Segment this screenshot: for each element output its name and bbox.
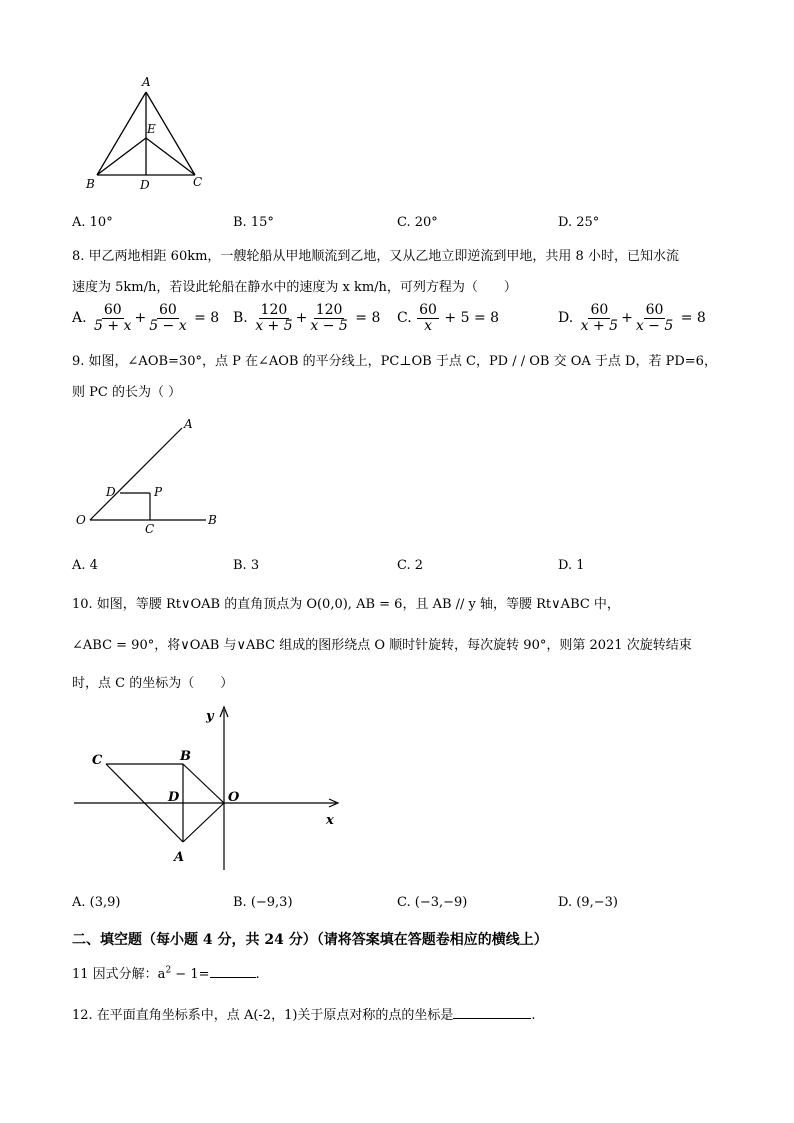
q9-option-d: D. 1 [558,558,585,573]
q7-option-d: D. 25° [558,215,600,230]
q8b-den2: x − 5 [310,317,348,334]
q10-option-d: D. (9,−3) [558,895,618,910]
fig10-label-d: D [168,790,180,805]
q8-option-a [72,303,219,333]
figure-q9-angle [70,410,230,540]
q12-stem [72,1004,536,1023]
figure-q10-coordinate [70,700,360,880]
q10-option-a: A. (3,9) [72,895,121,910]
fig9-label-o: O [76,513,86,527]
q11-end: . [255,967,260,982]
q8a-den2: 5 − x [149,317,187,334]
fig10-label-y: y [206,709,214,724]
q8b-rhs: = 8 [355,310,381,327]
section-2-title: 二、填空题（每小题 4 分，共 24 分）（请将答案填在答题卷相应的横线上） [72,932,548,948]
fig10-label-b: B [180,749,191,764]
q10-stem-line1: 10. 如图，等腰 Rt∨OAB 的直角顶点为 O(0,0), AB = 6，且 AB // y 轴，等腰 Rt∨ABC 中， [72,597,620,612]
q8a-num1: 60 [103,302,122,318]
q8c-rhs: + 5 = 8 [444,310,500,327]
q8d-op: + [621,310,633,327]
fig9-label-a: A [184,417,193,431]
q8-option-c [397,303,499,333]
q8-option-c-label: C. [397,310,412,327]
fig9-label-c: C [145,522,155,536]
fig7-label-a: A [142,75,151,89]
fig9-label-p: P [154,485,163,499]
q11-rest: − 1= [171,967,210,982]
q9-stem-line1: 9. 如图，∠AOB=30°，点 P 在∠AOB 的平分线上，PC⊥OB 于点 C，PD / / OB 交 OA 于点 D，若 PD=6， [72,354,717,369]
q8-option-d [558,303,706,333]
q8d-num2: 60 [645,302,664,318]
q12-text: 12. 在平面直角坐标系中，点 A(-2，1)关于原点对称的点的坐标是 [72,1008,454,1023]
q12-answer-blank[interactable] [453,1018,531,1019]
q7-option-b: B. 15° [233,215,274,230]
fig9-label-d: D [106,485,116,499]
q8d-rhs: = 8 [680,310,706,327]
figure-q7-triangle [80,72,210,194]
q11-stem [72,963,260,982]
q8-option-b [233,303,380,333]
q11-answer-blank[interactable] [210,977,256,978]
fig7-label-d: D [140,178,150,192]
q8b-op: + [295,310,308,327]
q8c-num1: 60 [419,302,437,318]
q8a-op: + [134,310,147,327]
fig7-label-c: C [193,175,203,189]
q8-stem-line1: 8. 甲乙两地相距 60km，一艘轮船从甲地顺流到乙地，又从乙地立即逆流到甲地，共用 8 小时，已知水流 [72,249,679,264]
q8d-den1: x + 5 [580,317,619,334]
q10-option-b: B. (−9,3) [233,895,293,910]
q8-stem-line2: 速度为 5km/h，若设此轮船在静水中的速度为 x km/h，可列方程为（ ） [72,280,517,295]
q9-option-c: C. 2 [397,558,424,573]
q8-option-d-label: D. [558,310,574,327]
fig9-label-b: B [208,513,217,527]
q9-stem-line2: 则 PC 的长为（ ） [72,385,182,400]
q8d-den2: x − 5 [635,317,674,334]
q9-option-a: A. 4 [72,558,98,573]
q11-exponent: 2 [165,965,172,976]
q10-option-c: C. (−3,−9) [397,895,468,910]
q8a-rhs: = 8 [194,310,220,327]
fig10-label-o: O [228,790,240,805]
q8b-den1: x + 5 [255,317,293,334]
q8c-den1: x [424,317,432,334]
q12-end: . [531,1008,536,1023]
fig7-label-b: B [86,177,95,191]
q8b-num2: 120 [315,302,343,318]
q8d-num1: 60 [590,302,609,318]
fig10-label-c: C [92,753,103,768]
q10-stem-line3: 时，点 C 的坐标为（ ） [72,676,234,691]
q8a-den1: 5 + x [94,317,132,334]
fig7-label-e: E [147,122,156,136]
fig10-label-x: x [326,813,334,828]
q11-prefix: 11 因式分解：a [72,967,166,982]
q8-option-b-label: B. [233,310,248,327]
q10-stem-line2: ∠ABC = 90°，将∨OAB 与∨ABC 组成的图形绕点 O 顺时针旋转，每次旋转 90°，则第 2021 次旋转结束 [72,638,692,653]
q8b-num1: 120 [260,302,288,318]
q7-option-a: A. 10° [72,215,113,230]
q9-option-b: B. 3 [233,558,260,573]
q8a-num2: 60 [158,302,177,318]
q7-option-c: C. 20° [397,215,438,230]
q8-option-a-label: A. [72,310,87,327]
fig10-label-a: A [174,850,185,865]
